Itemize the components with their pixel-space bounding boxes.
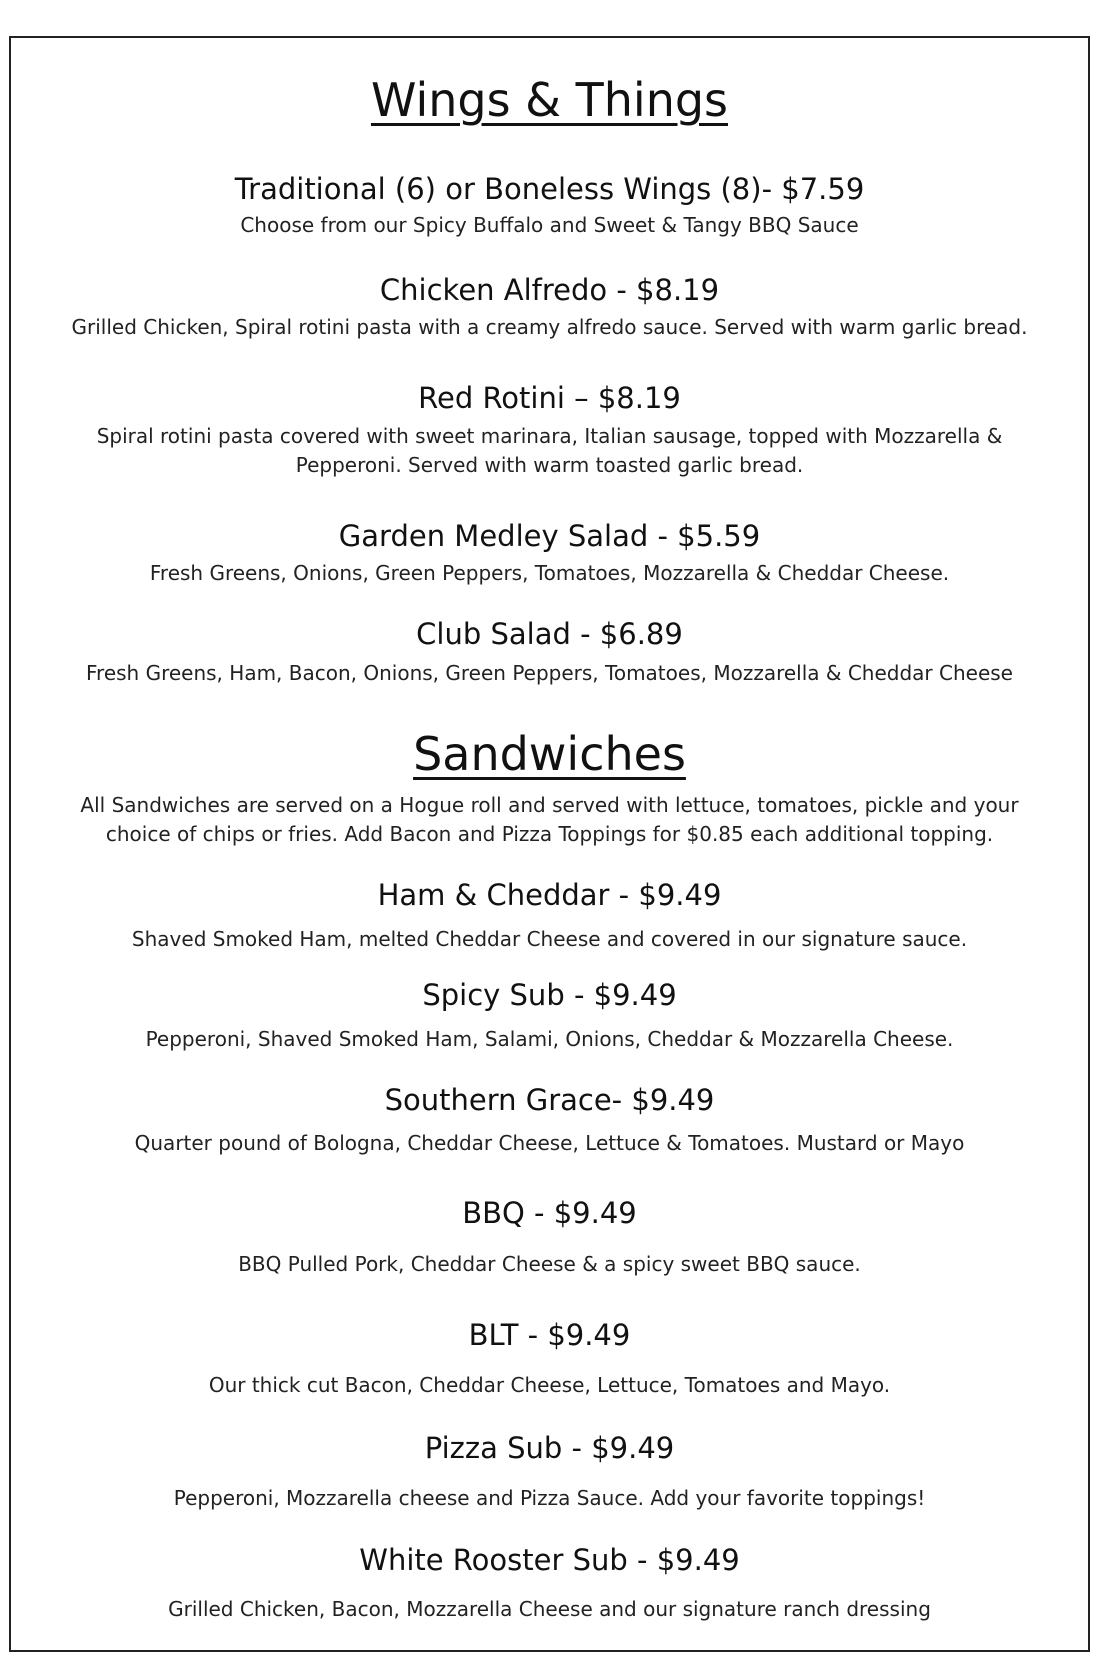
menu-item-description: Pepperoni. Served with warm toasted garlic bread. [295,453,804,477]
sandwiches-intro: All Sandwiches are served on a Hogue roll and served with lettuce, tomatoes, pickle and your [80,793,1019,817]
menu-item-title: Ham & Cheddar - $9.49 [377,878,722,912]
section-title-sandwiches: Sandwiches [413,727,686,781]
menu-item-description: Grilled Chicken, Spiral rotini pasta with a creamy alfredo sauce. Served with warm garlic bread. [71,315,1028,339]
menu-item-title: Garden Medley Salad - $5.59 [338,519,761,553]
menu-item-title: White Rooster Sub - $9.49 [359,1543,740,1577]
menu-item-title: Pizza Sub - $9.49 [424,1431,675,1465]
section-title-wings: Wings & Things [370,73,729,127]
sandwiches-intro: choice of chips or fries. Add Bacon and Pizza Toppings for $0.85 each additional topping. [105,822,994,846]
menu-item-title: Southern Grace- $9.49 [384,1083,715,1117]
menu-item-title: BBQ - $9.49 [462,1196,637,1230]
menu-item-description: Shaved Smoked Ham, melted Cheddar Cheese and covered in our signature sauce. [131,927,968,951]
menu-item-description: Spiral rotini pasta covered with sweet marinara, Italian sausage, topped with Mozzarella & [96,424,1003,448]
menu-item-description: Fresh Greens, Onions, Green Peppers, Tomatoes, Mozzarella & Cheddar Cheese. [149,561,950,585]
menu-item-title: Spicy Sub - $9.49 [422,978,677,1012]
menu-item-description: Pepperoni, Mozzarella cheese and Pizza Sauce. Add your favorite toppings! [173,1486,926,1510]
menu-item-description: Pepperoni, Shaved Smoked Ham, Salami, Onions, Cheddar & Mozzarella Cheese. [145,1027,954,1051]
menu-item-title: Red Rotini – $8.19 [418,381,681,415]
menu-item-description: BBQ Pulled Pork, Cheddar Cheese & a spicy sweet BBQ sauce. [238,1252,861,1276]
menu-item-description: Grilled Chicken, Bacon, Mozzarella Cheese and our signature ranch dressing [168,1597,931,1621]
menu-item-title: Traditional (6) or Boneless Wings (8)- $7.59 [234,172,865,206]
menu-item-title: Chicken Alfredo - $8.19 [379,273,720,307]
menu-item-description: Fresh Greens, Ham, Bacon, Onions, Green Peppers, Tomatoes, Mozzarella & Cheddar Cheese [85,661,1013,685]
menu-item-description: Quarter pound of Bologna, Cheddar Cheese, Lettuce & Tomatoes. Mustard or Mayo [134,1131,965,1155]
menu-item-title: BLT - $9.49 [468,1318,631,1352]
menu-item-description: Our thick cut Bacon, Cheddar Cheese, Lettuce, Tomatoes and Mayo. [208,1373,891,1397]
menu-item-description: Choose from our Spicy Buffalo and Sweet & Tangy BBQ Sauce [240,213,859,237]
menu-item-title: Club Salad - $6.89 [416,617,683,651]
